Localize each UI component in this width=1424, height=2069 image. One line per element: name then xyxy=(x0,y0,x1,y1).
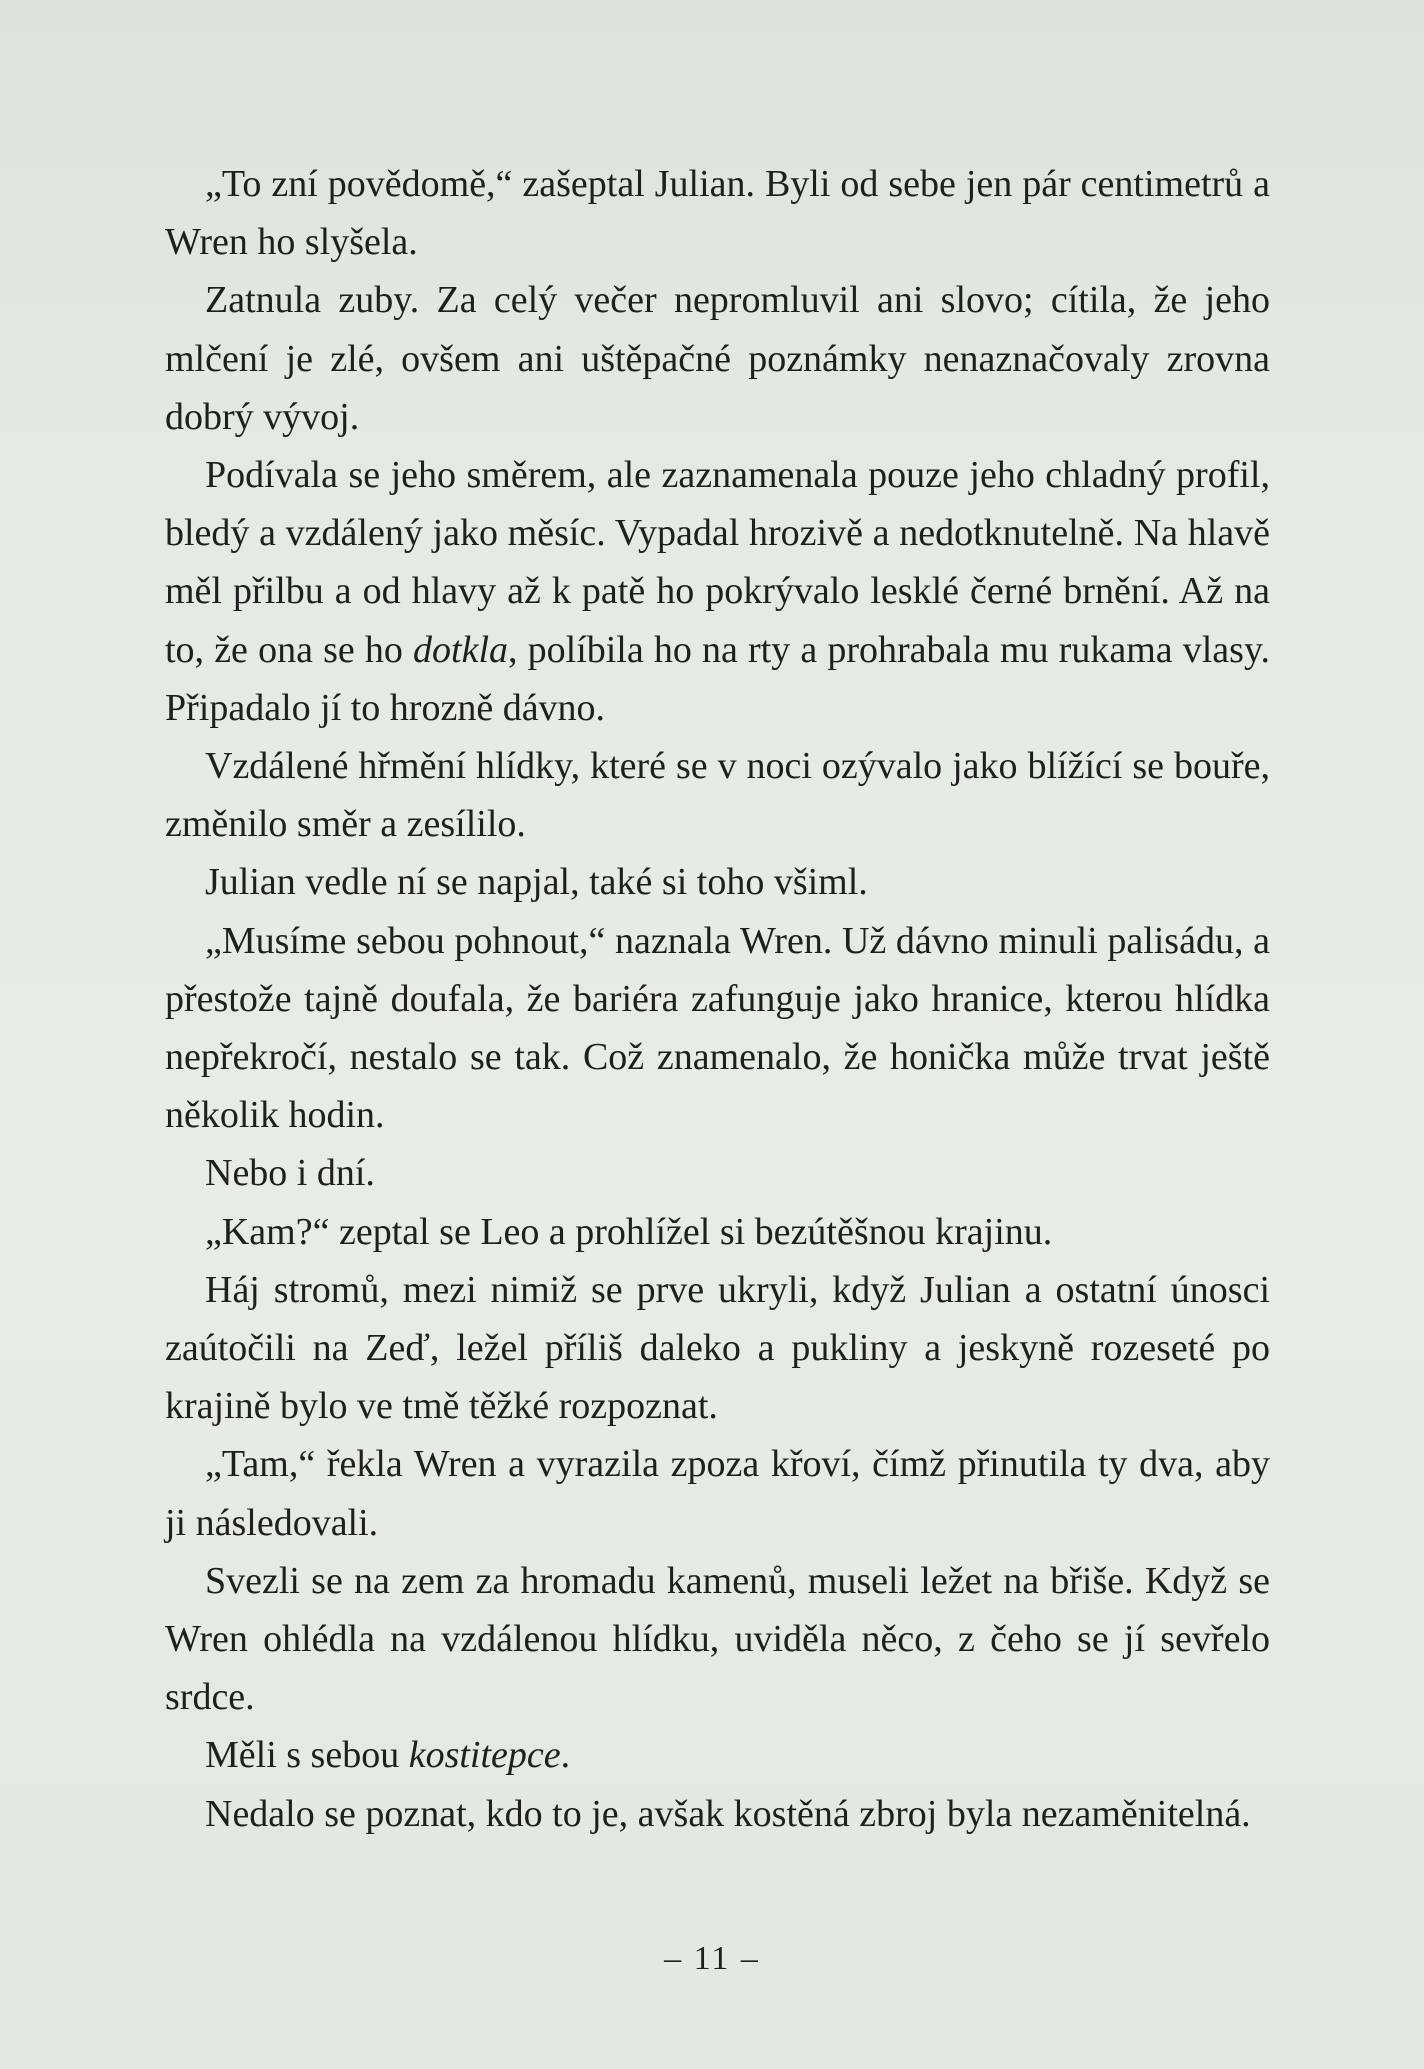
page-number: – 11 – xyxy=(664,1940,760,1977)
paragraph: Měli s sebou kostitepce. xyxy=(205,1734,571,1777)
paragraph: „To zní povědomě,“ zašeptal Julian. Byli od sebe jen pár centimetrů a Wren ho slyšela. xyxy=(165,163,1270,264)
paragraph: Podívala se jeho směrem, ale zaznamenala pouze jeho chladný profil, bledý a vzdálený jako měsíc. Vypadal hrozivě a nedotknutelně. Na hlavě měl přilbu a od hlavy až k patě ho pokrývalo lesklé černé brnění. Až na to, že ona se ho dotkla, políbila ho na rty a prohrabala mu rukama vlasy. Připadalo jí to hrozně dávno. xyxy=(165,454,1270,729)
paragraph: „Musíme sebou pohnout,“ naznala Wren. Už dávno minuli palisádu, a přestože tajně doufala, že bariéra zafunguje jako hranice, kterou hlídka nepřekročí, nestalo se tak. Což znamenalo, že honička může trvat ještě několik hodin. xyxy=(165,919,1270,1137)
paragraph: Háj stromů, mezi nimiž se prve ukryli, když Julian a ostatní únosci zaútočili na Zeď, ležel příliš daleko a pukliny a jeskyně rozeseté po krajině bylo ve tmě těžké rozpoznat. xyxy=(165,1268,1270,1428)
paragraph: Julian vedle ní se napjal, také si toho všiml. xyxy=(205,861,868,904)
body-text xyxy=(165,155,1270,1843)
paragraph: „Tam,“ řekla Wren a vyrazila zpoza křoví, čímž přinutila ty dva, aby ji následovali. xyxy=(165,1443,1270,1544)
italic-word: kostitepce xyxy=(408,1734,561,1777)
paragraph: Nedalo se poznat, kdo to je, avšak kostěná zbroj byla nezaměnitelná. xyxy=(205,1792,1251,1835)
paragraph: Zatnula zuby. Za celý večer nepromluvil ani slovo; cítila, že jeho mlčení je zlé, ovšem ani uštěpačné poznámky nenaznačovaly zrovna dobrý vývoj. xyxy=(165,279,1270,438)
paragraph: Svezli se na zem za hromadu kamenů, museli ležet na břiše. Když se Wren ohlédla na vzdálenou hlídku, uviděla něco, z čeho se jí sevřelo srdce. xyxy=(165,1559,1270,1719)
paragraph: Nebo i dní. xyxy=(205,1152,375,1195)
paragraph: Vzdálené hřmění hlídky, které se v noci ozývalo jako blížící se bouře, změnilo směr a zesílilo. xyxy=(165,745,1270,846)
italic-word: dotkla xyxy=(413,628,508,671)
paragraph: „Kam?“ zeptal se Leo a prohlížel si bezútěšnou krajinu. xyxy=(205,1210,1053,1253)
